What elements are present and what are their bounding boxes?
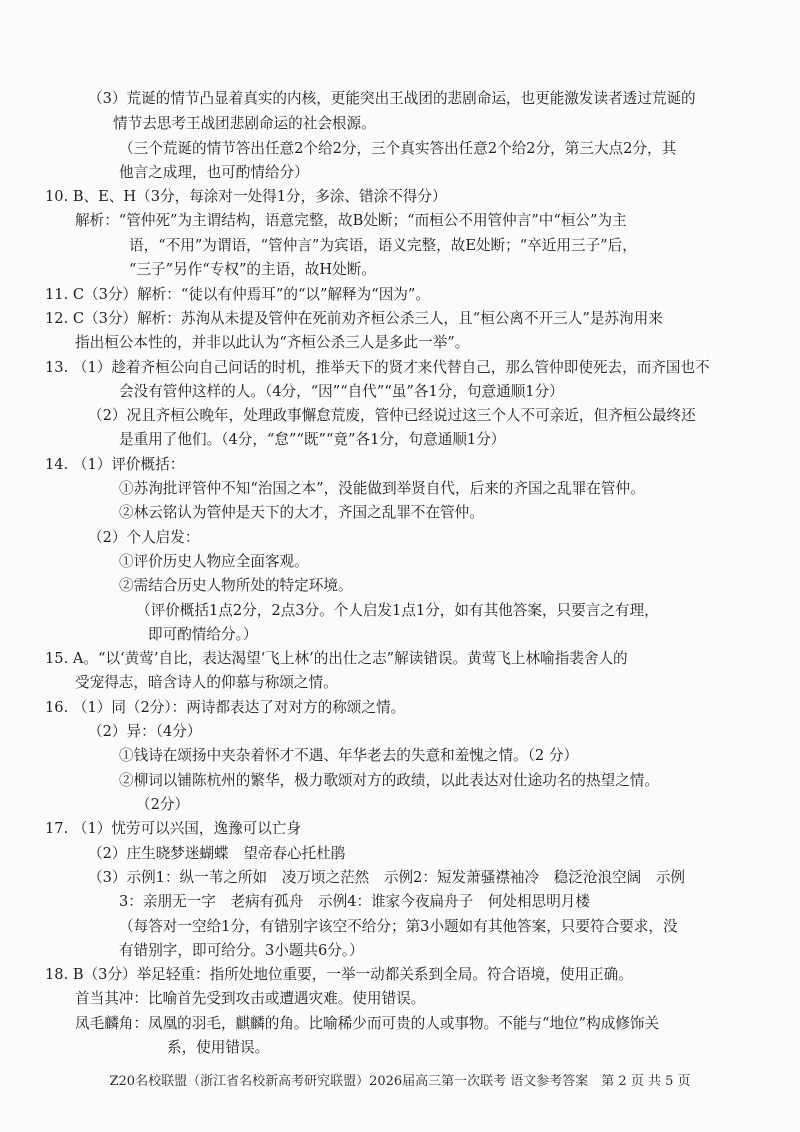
question-13: 13. （1）趁着齐桓公向自己问话的时机，推举天下的贤才来代替自己，那么管仲即使死去，而齐国也不: [45, 359, 710, 376]
text-line: ①苏洵批评管仲不知“治国之本”，没能做到举贤自代，后来的齐国之乱罪在管仲。: [119, 480, 645, 497]
text-line: ①钱诗在颂扬中夹杂着怀才不遇、年华老去的失意和羞愧之情。（2 分）: [119, 747, 579, 764]
question-17: 17. （1）忧劳可以兴国，逸豫可以亡身: [45, 820, 302, 837]
text-line: 情节去思考王战团悲剧命运的社会根源。: [113, 115, 376, 132]
text-line: 指出桓公本性的，并非以此认为“齐桓公杀三人是多此一举”。: [75, 334, 470, 351]
text-line: ②林云铭认为管仲是天下的大才，齐国之乱罪不在管仲。: [119, 504, 484, 521]
question-14: 14. （1）评价概括：: [45, 456, 185, 473]
text-line: （2）异：（4分）: [88, 723, 202, 740]
text-line: （3）示例1：纵一苇之所如 凌万顷之茫然 示例2：短发萧骚襟袖冷 稳泛沧浪空阔 示例: [88, 869, 686, 886]
text-line: ②需结合历史人物所处的特定环境。: [119, 577, 353, 594]
text-line: 首当其冲：比喻首先受到攻击或遭遇灾难。使用错误。: [75, 990, 426, 1007]
page-footer: Z20名校联盟（浙江省名校新高考研究联盟）2026届高三第一次联考 语文参考答案 第 2 页 共 5 页: [109, 1074, 691, 1089]
text-line: （2）庄生晓梦迷蝴蝶 望帝春心托杜鹃: [88, 845, 346, 862]
question-16: 16. （1）同（2分）：两诗都表达了对对方的称颂之情。: [45, 699, 406, 716]
text-line: （评价概括1点2分，2点3分。个人启发1点1分，如有其他答案，只要言之有理，: [136, 602, 659, 619]
text-line: 解析：“管仲死”为主谓结构，语意完整，故B处断；“而桓公不用管仲言”中“桓公”为主: [75, 212, 627, 229]
text-line: 系，使用错误。: [167, 1039, 270, 1056]
text-line: 他言之成理，也可酌情给分）: [119, 164, 309, 181]
question-18: 18. B（3分）举足轻重：指所处地位重要，一举一动都关系到全局。符合语境，使用正确。: [45, 966, 633, 983]
text-line: 语，“不用”为谓语，“管仲言”为宾语，语义完整，故E处断；“卒近用三子”后，: [129, 237, 637, 254]
text-line: ②柳词以铺陈杭州的繁华，极力歌颂对方的政绩，以此表达对仕途功名的热望之情。: [119, 772, 659, 789]
question-15: 15. A。“以‘黄莺’自比，表达渴望‘飞上林’的出仕之志”解读错误。黄莺飞上林喻指裴舍人的: [45, 650, 628, 667]
question-11: 11. C（3分）解析：“徒以有仲焉耳”的“以”解释为“因为”。: [45, 286, 430, 303]
text-line: 会没有管仲这样的人。（4分，“因”“自代”“虽”各1分，句意通顺1分）: [119, 383, 564, 400]
text-line: （3）荒诞的情节凸显着真实的内核，更能突出王战团的悲剧命运，也更能激发读者透过荒诞的: [88, 90, 696, 107]
text-line: “三子”另作“专权”的主语，故H处断。: [129, 261, 376, 278]
text-line: （2分）: [136, 796, 190, 813]
text-line: 凤毛麟角：凤凰的羽毛，麒麟的角。比喻稀少而可贵的人或事物。不能与“地位”构成修饰关: [75, 1015, 660, 1032]
text-line: ①评价历史人物应全面客观。: [119, 553, 309, 570]
text-line: 即可酌情给分。）: [148, 626, 258, 643]
text-line: 有错别字，即可给分。3小题共6分。）: [119, 942, 364, 959]
text-line: （2）况且齐桓公晚年，处理政事懈怠荒废，管仲已经说过这三个人不可亲近，但齐桓公最终还: [88, 407, 696, 424]
question-12: 12. C（3分）解析：苏洵从未提及管仲在死前劝齐桓公杀三人，且“桓公离不开三人”是苏洵用来: [45, 310, 663, 327]
text-line: 受宠得志，暗含诗人的仰慕与称颂之情。: [75, 674, 338, 691]
question-10: 10. B、E、H（3分，每涂对一处得1分，多涂、错涂不得分）: [45, 188, 447, 205]
text-line: 是重用了他们。（4分，“怠”“既”“竟”各1分，句意通顺1分）: [119, 431, 506, 448]
text-line: （每答对一空给1分，有错别字该空不给分；第3小题如有其他答案，只要符合要求，没: [119, 918, 678, 935]
text-line: 3：亲朋无一字 老病有孤舟 示例4：谁家今夜扁舟子 何处相思明月楼: [119, 893, 590, 910]
text-line: （三个荒诞的情节答出任意2个给2分，三个真实答出任意2个给2分，第三大点2分，其: [119, 140, 677, 157]
text-line: （2）个人启发：: [88, 529, 200, 546]
